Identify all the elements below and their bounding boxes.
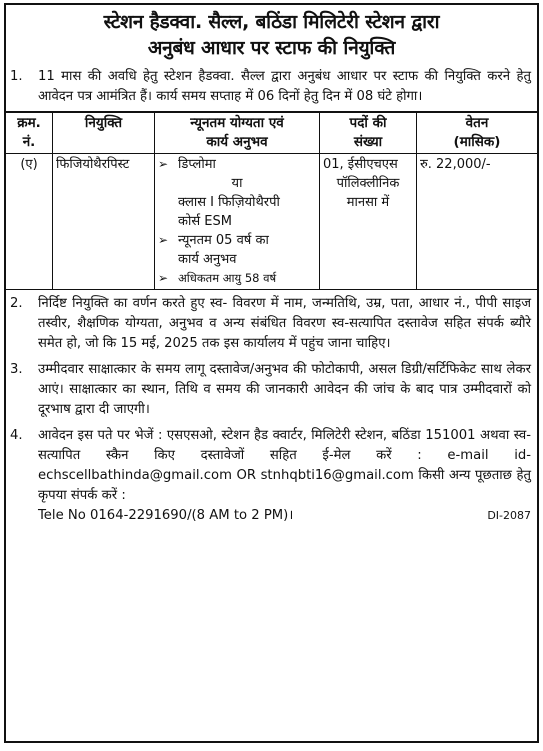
header-salary: वेतन (मासिक) — [417, 112, 538, 154]
header-qualification: न्यूनतम योग्यता एवं कार्य अनुभव — [155, 112, 320, 154]
arrow-bullet-icon: ➢ — [158, 233, 169, 247]
paragraph-number: 1. — [10, 69, 23, 84]
cell-qualification: ➢ डिप्लोमा या क्लास I फिज़ियोथैरपी कोर्स ESM ➢ न्यूनतम 05 वर्ष का कार्य अनुभव ➢ अधिकतम आयु 58 वर्ष — [155, 154, 320, 290]
header-serial-no: क्रम. नं. — [6, 112, 53, 154]
cell-post-count: 01, ईसीएचएस पॉलिक्लीनिक मानसा में — [320, 154, 417, 290]
arrow-bullet-icon: ➢ — [158, 271, 169, 285]
paragraph-2 — [6, 294, 537, 354]
paragraph-text: 11 मास की अवधि हेतु स्टेशन हैडक्वा. सैल्ल द्वारा अनुबंध आधार पर स्टाफ की नियुक्ति करने हेतु आवेदन पत्र आमंत्रित हैं। कार्य समय सप्ताह में 06 दिनों हेतु दिन में 08 घंटे होगा। — [38, 69, 531, 104]
table-row — [6, 154, 537, 290]
paragraph-1 — [6, 67, 537, 107]
title-line-1: स्टेशन हैडक्वा. सैल्ल, बठिंडा मिलिटेरी स्टेशन द्वारा — [103, 11, 440, 33]
paragraph-text: उम्मीदवार साक्षात्कार के समय लागू दस्तावेज/अनुभव की फोटोकापी, असल डिग्री/सर्टिफिकेट साथ लेकर आएं। साक्षात्कार का स्थान, तिथि व समय की जानकारी आवेदन की जांच के बाद पात्र उम्मीदवारों को दूरभाष द्वारा दी जाएगी। — [38, 362, 531, 417]
vacancy-table — [6, 111, 537, 290]
notice-title — [6, 9, 537, 61]
table-header-row — [6, 112, 537, 154]
paragraph-3 — [6, 360, 537, 420]
notice-page — [4, 3, 539, 743]
header-post: नियुक्ति — [53, 112, 155, 154]
header-post-count: पदों की संख्या — [320, 112, 417, 154]
paragraph-text: निर्दिष्ट नियुक्ति का वर्णन करते हुए स्व- विवरण में नाम, जन्मतिथि, उम्र, पता, आधार नं., पीपी साइज तस्वीर, शैक्षणिक योग्यता, अनुभव व अन्य संबंधित विवरण स्व-सत्यापित दस्तावेज सहित संपर्क ब्यौरे समेत हो, जो कि 15 मई, 2025 तक इस कार्यालय में पहुंच जाना चाहिए। — [38, 296, 531, 351]
paragraph-number: 2. — [10, 296, 23, 311]
cell-post: फिजियोथैरपिस्ट — [53, 154, 155, 290]
telephone-number: Tele No 0164-2291690/(8 AM to 2 PM)। — [38, 508, 294, 523]
paragraph-number: 4. — [10, 428, 23, 443]
contact-line — [6, 506, 537, 526]
cell-serial-no: (ए) — [6, 154, 53, 290]
arrow-bullet-icon: ➢ — [158, 157, 169, 171]
notice-code: DI-2087 — [487, 509, 531, 522]
paragraph-number: 3. — [10, 362, 23, 377]
cell-salary: रु. 22,000/- — [417, 154, 538, 290]
paragraph-text: आवेदन इस पते पर भेजें : एसएसओ, स्टेशन हैड क्वार्टर, मिलिटेरी स्टेशन, बठिंडा 151001 अथवा स्व-सत्यापित स्कैन किए दस्तावेजों सहित ई-मेल करें : e-mail id-echscellbathinda@gmail.com OR stnhqbti16@gmail.com किसी अन्य पूछताछ हेतु कृपया संपर्क करें : — [38, 428, 531, 503]
title-line-2: अनुबंध आधार पर स्टाफ की नियुक्ति — [147, 37, 396, 59]
paragraph-4 — [6, 426, 537, 506]
